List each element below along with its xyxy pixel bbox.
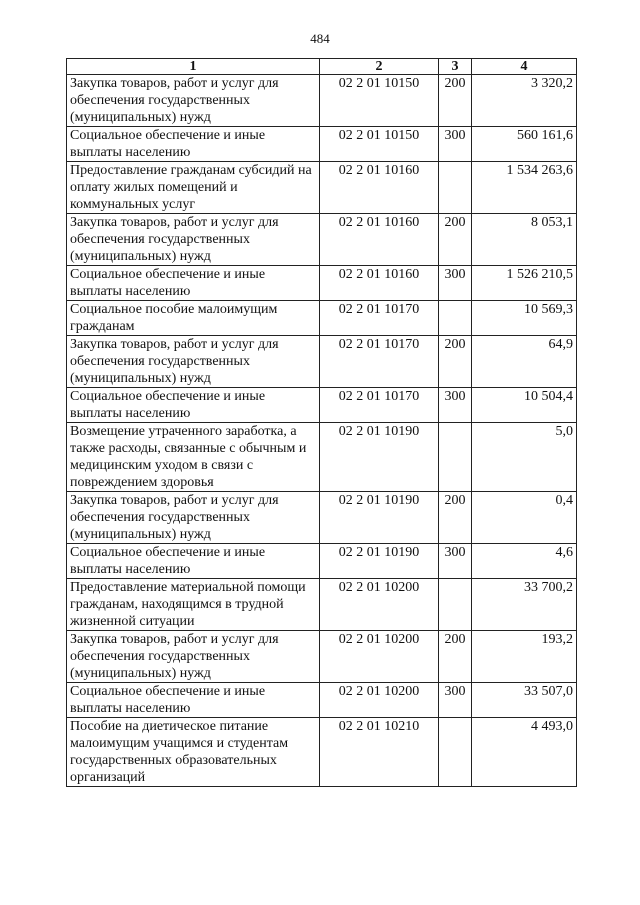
column-header-2: 2 xyxy=(320,59,439,75)
table-row xyxy=(67,162,577,214)
row-amount-cell: 8 053,1 xyxy=(472,214,577,266)
table-row xyxy=(67,718,577,787)
row-type-cell: 300 xyxy=(439,127,472,162)
row-type-cell: 200 xyxy=(439,631,472,683)
row-type-cell: 200 xyxy=(439,492,472,544)
row-amount-cell: 560 161,6 xyxy=(472,127,577,162)
table-row xyxy=(67,214,577,266)
row-name-cell: Социальное обеспечение и иные выплаты населению xyxy=(67,683,320,718)
row-amount-cell: 33 507,0 xyxy=(472,683,577,718)
row-amount-cell: 33 700,2 xyxy=(472,579,577,631)
row-code-cell: 02 2 01 10210 xyxy=(320,718,439,787)
row-amount-cell: 1 534 263,6 xyxy=(472,162,577,214)
table-row xyxy=(67,336,577,388)
table-row xyxy=(67,388,577,423)
table-row xyxy=(67,683,577,718)
row-type-cell: 200 xyxy=(439,75,472,127)
row-code-cell: 02 2 01 10160 xyxy=(320,266,439,301)
row-name-cell: Социальное обеспечение и иные выплаты населению xyxy=(67,127,320,162)
row-name-cell: Социальное обеспечение и иные выплаты населению xyxy=(67,544,320,579)
row-name-cell: Социальное пособие малоимущим гражданам xyxy=(67,301,320,336)
row-name-cell: Предоставление материальной помощи гражданам, находящимся в трудной жизненной ситуации xyxy=(67,579,320,631)
row-name-cell: Возмещение утраченного заработка, а также расходы, связанные с обычным и медицинским уходом в связи с повреждением здоровья xyxy=(67,423,320,492)
row-type-cell xyxy=(439,718,472,787)
table-row xyxy=(67,544,577,579)
column-header-1: 1 xyxy=(67,59,320,75)
row-name-cell: Закупка товаров, работ и услуг для обеспечения государственных (муниципальных) нужд xyxy=(67,214,320,266)
row-code-cell: 02 2 01 10200 xyxy=(320,683,439,718)
row-amount-cell: 10 504,4 xyxy=(472,388,577,423)
row-type-cell: 300 xyxy=(439,544,472,579)
row-name-cell: Предоставление гражданам субсидий на оплату жилых помещений и коммунальных услуг xyxy=(67,162,320,214)
row-code-cell: 02 2 01 10150 xyxy=(320,75,439,127)
table-row xyxy=(67,423,577,492)
row-type-cell: 300 xyxy=(439,683,472,718)
row-amount-cell: 0,4 xyxy=(472,492,577,544)
page-number: 484 xyxy=(310,31,330,46)
row-amount-cell: 4,6 xyxy=(472,544,577,579)
row-code-cell: 02 2 01 10190 xyxy=(320,492,439,544)
column-header-3: 3 xyxy=(439,59,472,75)
row-type-cell xyxy=(439,301,472,336)
row-type-cell: 300 xyxy=(439,266,472,301)
table-header-row xyxy=(67,59,577,75)
row-amount-cell: 193,2 xyxy=(472,631,577,683)
table-row xyxy=(67,579,577,631)
row-code-cell: 02 2 01 10170 xyxy=(320,336,439,388)
row-code-cell: 02 2 01 10150 xyxy=(320,127,439,162)
row-code-cell: 02 2 01 10170 xyxy=(320,301,439,336)
budget-table xyxy=(66,58,577,787)
row-code-cell: 02 2 01 10170 xyxy=(320,388,439,423)
column-header-4: 4 xyxy=(472,59,577,75)
row-code-cell: 02 2 01 10160 xyxy=(320,162,439,214)
row-name-cell: Закупка товаров, работ и услуг для обеспечения государственных (муниципальных) нужд xyxy=(67,631,320,683)
row-amount-cell: 64,9 xyxy=(472,336,577,388)
table-row xyxy=(67,266,577,301)
row-amount-cell: 4 493,0 xyxy=(472,718,577,787)
table-body xyxy=(67,75,577,787)
row-type-cell: 300 xyxy=(439,388,472,423)
row-amount-cell: 10 569,3 xyxy=(472,301,577,336)
table-row xyxy=(67,127,577,162)
row-name-cell: Пособие на диетическое питание малоимущим учащимся и студентам государственных образовательных организаций xyxy=(67,718,320,787)
table-row xyxy=(67,492,577,544)
table-row xyxy=(67,301,577,336)
row-name-cell: Закупка товаров, работ и услуг для обеспечения государственных (муниципальных) нужд xyxy=(67,336,320,388)
row-type-cell xyxy=(439,162,472,214)
row-amount-cell: 3 320,2 xyxy=(472,75,577,127)
row-code-cell: 02 2 01 10160 xyxy=(320,214,439,266)
row-code-cell: 02 2 01 10190 xyxy=(320,544,439,579)
row-name-cell: Социальное обеспечение и иные выплаты населению xyxy=(67,388,320,423)
row-name-cell: Закупка товаров, работ и услуг для обеспечения государственных (муниципальных) нужд xyxy=(67,75,320,127)
row-amount-cell: 5,0 xyxy=(472,423,577,492)
row-amount-cell: 1 526 210,5 xyxy=(472,266,577,301)
table-row xyxy=(67,75,577,127)
row-code-cell: 02 2 01 10200 xyxy=(320,631,439,683)
row-name-cell: Социальное обеспечение и иные выплаты населению xyxy=(67,266,320,301)
row-type-cell: 200 xyxy=(439,214,472,266)
row-type-cell: 200 xyxy=(439,336,472,388)
row-type-cell xyxy=(439,423,472,492)
row-type-cell xyxy=(439,579,472,631)
row-code-cell: 02 2 01 10190 xyxy=(320,423,439,492)
row-code-cell: 02 2 01 10200 xyxy=(320,579,439,631)
row-name-cell: Закупка товаров, работ и услуг для обеспечения государственных (муниципальных) нужд xyxy=(67,492,320,544)
table-row xyxy=(67,631,577,683)
